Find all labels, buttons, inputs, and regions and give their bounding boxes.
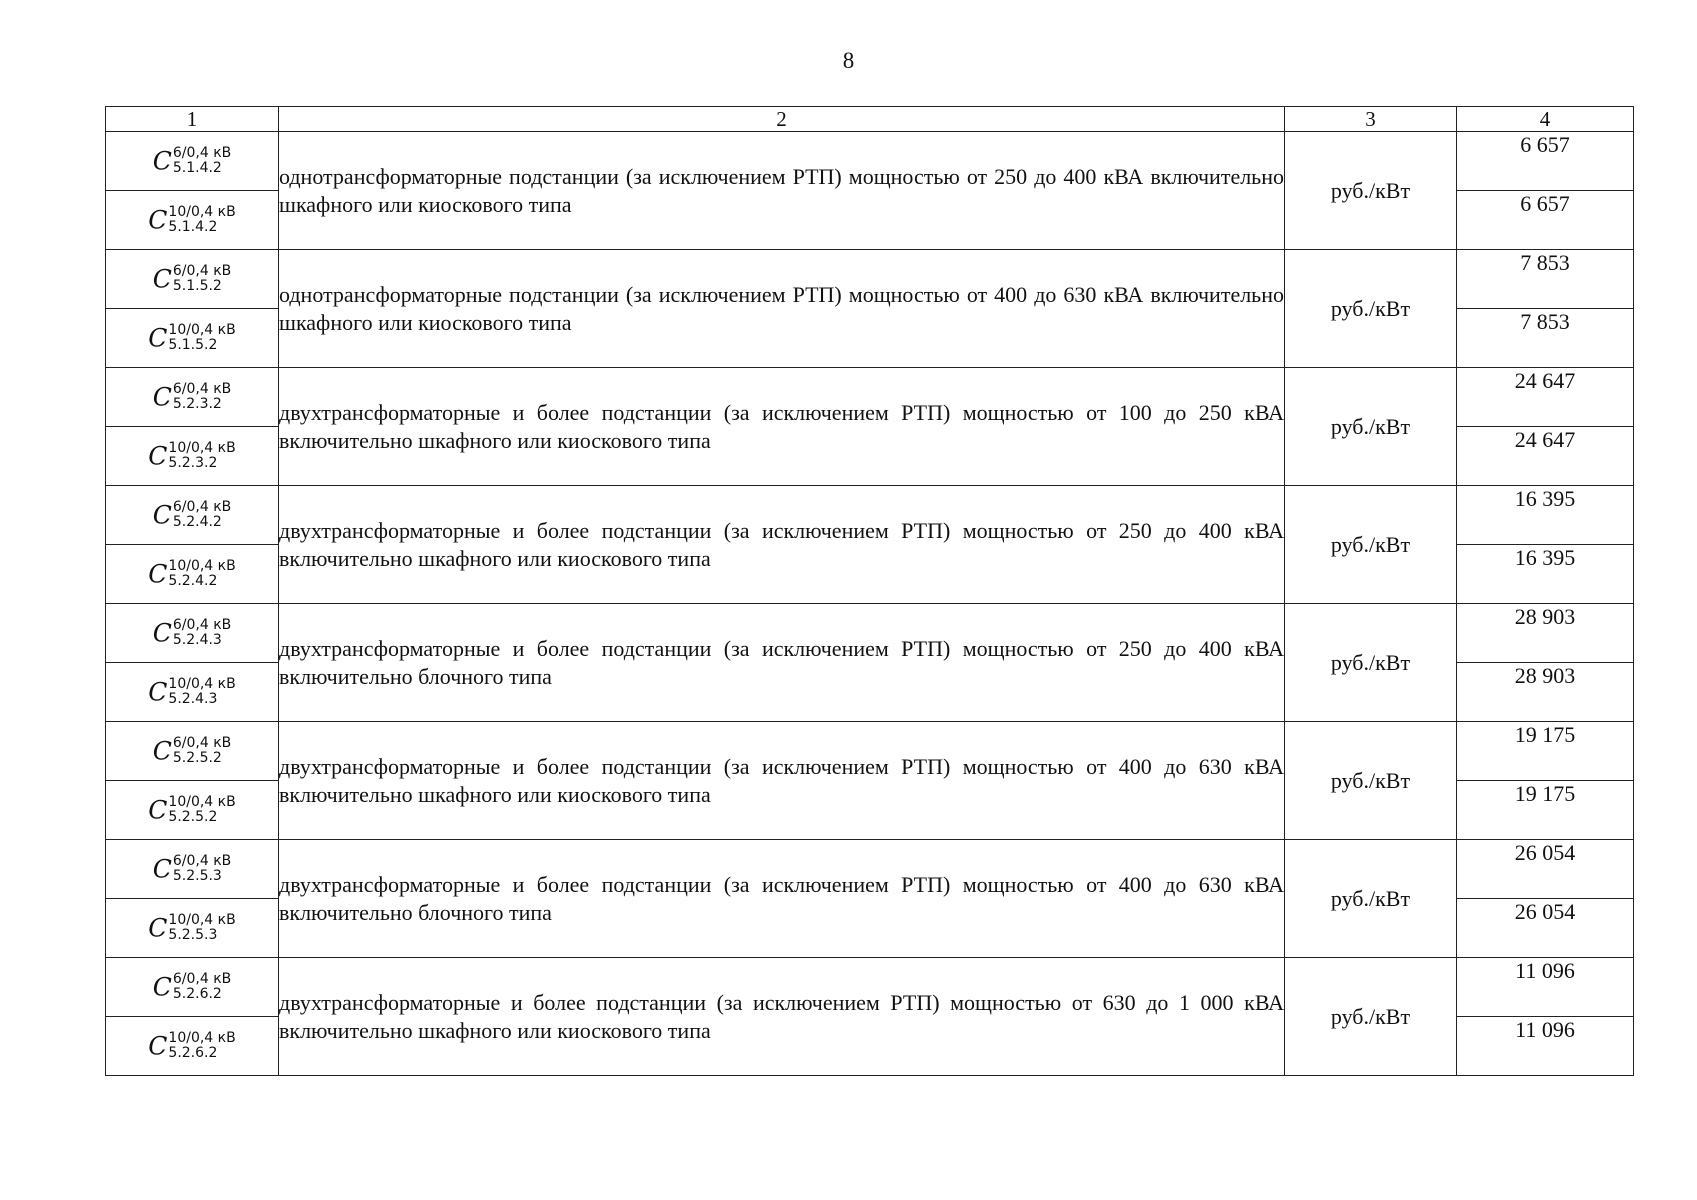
code-subscript: 5.1.5.2 bbox=[168, 337, 218, 353]
rate-value-cell: 6 657 bbox=[1457, 191, 1634, 250]
tariff-symbol: C bbox=[148, 913, 168, 943]
rate-value-cell: 11 096 bbox=[1457, 1017, 1634, 1076]
tariff-symbol: C bbox=[152, 146, 172, 176]
page-number: 8 bbox=[842, 48, 855, 73]
voltage-superscript: 6/0,4 кВ bbox=[172, 617, 232, 633]
table-row bbox=[106, 250, 1634, 309]
tariff-code bbox=[148, 323, 235, 353]
voltage-superscript: 6/0,4 кВ bbox=[172, 971, 232, 987]
tariff-code bbox=[153, 618, 232, 648]
rate-value-cell: 24 647 bbox=[1457, 427, 1634, 486]
tariff-code bbox=[148, 677, 235, 707]
tariff-symbol: C bbox=[152, 500, 172, 530]
table-row bbox=[106, 840, 1634, 899]
rate-value-cell: 16 395 bbox=[1457, 486, 1634, 545]
tariff-code-cell bbox=[106, 722, 279, 781]
tariff-code-cell bbox=[106, 427, 279, 486]
description-text: двухтрансформаторные и более подстанции (за исключением РТП) мощностью от 400 до 630 кВА включительно шкафного или киоскового типа bbox=[279, 753, 1284, 807]
description-cell bbox=[279, 368, 1285, 486]
tariff-symbol: C bbox=[152, 618, 172, 648]
unit-cell: руб./кВт bbox=[1285, 604, 1457, 722]
tariff-symbol: C bbox=[152, 972, 172, 1002]
description-cell bbox=[279, 722, 1285, 840]
tariff-code-cell bbox=[106, 368, 279, 427]
description-text: двухтрансформаторные и более подстанции (за исключением РТП) мощностью от 630 до 1 000 кВА включительно шкафного или киоскового типа bbox=[279, 989, 1284, 1043]
rate-value-cell: 19 175 bbox=[1457, 722, 1634, 781]
table-row bbox=[106, 368, 1634, 427]
unit-cell: руб./кВт bbox=[1285, 840, 1457, 958]
code-subscript: 5.1.4.2 bbox=[172, 160, 222, 176]
tariff-symbol: C bbox=[152, 736, 172, 766]
rate-value-cell: 26 054 bbox=[1457, 840, 1634, 899]
description-cell bbox=[279, 604, 1285, 722]
rate-value-cell: 24 647 bbox=[1457, 368, 1634, 427]
tariff-code bbox=[153, 382, 232, 412]
rate-value-cell: 7 853 bbox=[1457, 309, 1634, 368]
unit-cell: руб./кВт bbox=[1285, 250, 1457, 368]
voltage-superscript: 6/0,4 кВ bbox=[172, 381, 232, 397]
code-subscript: 5.2.5.3 bbox=[168, 927, 218, 943]
tariff-code-cell bbox=[106, 958, 279, 1017]
column-header-2: 2 bbox=[279, 107, 1285, 132]
tariff-code bbox=[148, 559, 235, 589]
code-subscript: 5.1.4.2 bbox=[168, 219, 218, 235]
tariff-code bbox=[148, 913, 235, 943]
description-text: двухтрансформаторные и более подстанции (за исключением РТП) мощностью от 250 до 400 кВА включительно блочного типа bbox=[279, 635, 1284, 689]
tariff-code bbox=[153, 500, 232, 530]
tariff-symbol: C bbox=[148, 795, 168, 825]
tariff-symbol: C bbox=[148, 559, 168, 589]
code-subscript: 5.2.4.3 bbox=[172, 632, 222, 648]
rate-value-cell: 19 175 bbox=[1457, 781, 1634, 840]
tariff-code bbox=[153, 736, 232, 766]
tariff-symbol: C bbox=[148, 441, 168, 471]
description-text: однотрансформаторные подстанции (за исключением РТП) мощностью от 250 до 400 кВА включительно шкафного или киоскового типа bbox=[279, 163, 1284, 217]
tariff-code-cell bbox=[106, 840, 279, 899]
voltage-superscript: 6/0,4 кВ bbox=[172, 853, 232, 869]
tariff-code-cell bbox=[106, 899, 279, 958]
tariff-symbol: C bbox=[148, 205, 168, 235]
voltage-superscript: 10/0,4 кВ bbox=[168, 912, 236, 928]
tariff-code bbox=[153, 854, 232, 884]
tariff-code-cell bbox=[106, 545, 279, 604]
table-row bbox=[106, 722, 1634, 781]
tariff-code bbox=[148, 1031, 235, 1061]
description-text: двухтрансформаторные и более подстанции (за исключением РТП) мощностью от 100 до 250 кВА включительно шкафного или киоскового типа bbox=[279, 399, 1284, 453]
description-text: двухтрансформаторные и более подстанции (за исключением РТП) мощностью от 250 до 400 кВА включительно шкафного или киоскового типа bbox=[279, 517, 1284, 571]
table-row bbox=[106, 604, 1634, 663]
unit-cell: руб./кВт bbox=[1285, 722, 1457, 840]
code-subscript: 5.2.3.2 bbox=[168, 455, 218, 471]
voltage-superscript: 10/0,4 кВ bbox=[168, 676, 236, 692]
tariff-code bbox=[148, 205, 235, 235]
tariff-code-cell bbox=[106, 604, 279, 663]
rate-value-cell: 11 096 bbox=[1457, 958, 1634, 1017]
tariff-code bbox=[153, 972, 232, 1002]
code-subscript: 5.2.3.2 bbox=[172, 396, 222, 412]
rate-value-cell: 16 395 bbox=[1457, 545, 1634, 604]
tariff-table bbox=[105, 106, 1634, 1076]
tariff-code bbox=[148, 441, 235, 471]
voltage-superscript: 10/0,4 кВ bbox=[168, 204, 236, 220]
tariff-code bbox=[153, 146, 232, 176]
tariff-code-cell bbox=[106, 132, 279, 191]
table-row bbox=[106, 132, 1634, 191]
description-cell bbox=[279, 958, 1285, 1076]
voltage-superscript: 6/0,4 кВ bbox=[172, 499, 232, 515]
voltage-superscript: 10/0,4 кВ bbox=[168, 794, 236, 810]
table-body bbox=[106, 132, 1634, 1076]
tariff-symbol: C bbox=[148, 323, 168, 353]
tariff-code-cell bbox=[106, 663, 279, 722]
table-row bbox=[106, 486, 1634, 545]
code-subscript: 5.2.6.2 bbox=[168, 1045, 218, 1061]
description-cell bbox=[279, 840, 1285, 958]
code-subscript: 5.2.5.2 bbox=[168, 809, 218, 825]
unit-cell: руб./кВт bbox=[1285, 132, 1457, 250]
tariff-code-cell bbox=[106, 1017, 279, 1076]
tariff-symbol: C bbox=[148, 1031, 168, 1061]
voltage-superscript: 10/0,4 кВ bbox=[168, 322, 236, 338]
tariff-symbol: C bbox=[152, 854, 172, 884]
code-subscript: 5.2.5.2 bbox=[172, 750, 222, 766]
column-header-3: 3 bbox=[1285, 107, 1457, 132]
code-subscript: 5.2.6.2 bbox=[172, 986, 222, 1002]
rate-value-cell: 26 054 bbox=[1457, 899, 1634, 958]
tariff-code bbox=[148, 795, 235, 825]
rate-value-cell: 28 903 bbox=[1457, 663, 1634, 722]
voltage-superscript: 6/0,4 кВ bbox=[172, 145, 232, 161]
tariff-code-cell bbox=[106, 250, 279, 309]
voltage-superscript: 10/0,4 кВ bbox=[168, 440, 236, 456]
tariff-code-cell bbox=[106, 309, 279, 368]
code-subscript: 5.2.4.3 bbox=[168, 691, 218, 707]
code-subscript: 5.2.4.2 bbox=[168, 573, 218, 589]
voltage-superscript: 6/0,4 кВ bbox=[172, 735, 232, 751]
tariff-code bbox=[153, 264, 232, 294]
description-cell bbox=[279, 250, 1285, 368]
table-row bbox=[106, 958, 1634, 1017]
column-header-1: 1 bbox=[106, 107, 279, 132]
tariff-symbol: C bbox=[148, 677, 168, 707]
code-subscript: 5.1.5.2 bbox=[172, 278, 222, 294]
code-subscript: 5.2.4.2 bbox=[172, 514, 222, 530]
tariff-code-cell bbox=[106, 191, 279, 250]
description-text: двухтрансформаторные и более подстанции (за исключением РТП) мощностью от 400 до 630 кВА включительно блочного типа bbox=[279, 871, 1284, 925]
voltage-superscript: 10/0,4 кВ bbox=[168, 558, 236, 574]
column-header-4: 4 bbox=[1457, 107, 1634, 132]
tariff-symbol: C bbox=[152, 382, 172, 412]
tariff-symbol: C bbox=[152, 264, 172, 294]
voltage-superscript: 10/0,4 кВ bbox=[168, 1030, 236, 1046]
unit-cell: руб./кВт bbox=[1285, 368, 1457, 486]
voltage-superscript: 6/0,4 кВ bbox=[172, 263, 232, 279]
unit-cell: руб./кВт bbox=[1285, 958, 1457, 1076]
description-cell bbox=[279, 486, 1285, 604]
tariff-code-cell bbox=[106, 486, 279, 545]
tariff-code-cell bbox=[106, 781, 279, 840]
description-cell bbox=[279, 132, 1285, 250]
rate-value-cell: 6 657 bbox=[1457, 132, 1634, 191]
code-subscript: 5.2.5.3 bbox=[172, 868, 222, 884]
description-text: однотрансформаторные подстанции (за исключением РТП) мощностью от 400 до 630 кВА включительно шкафного или киоскового типа bbox=[279, 281, 1284, 335]
rate-value-cell: 7 853 bbox=[1457, 250, 1634, 309]
header-row bbox=[106, 107, 1634, 132]
rate-value-cell: 28 903 bbox=[1457, 604, 1634, 663]
unit-cell: руб./кВт bbox=[1285, 486, 1457, 604]
